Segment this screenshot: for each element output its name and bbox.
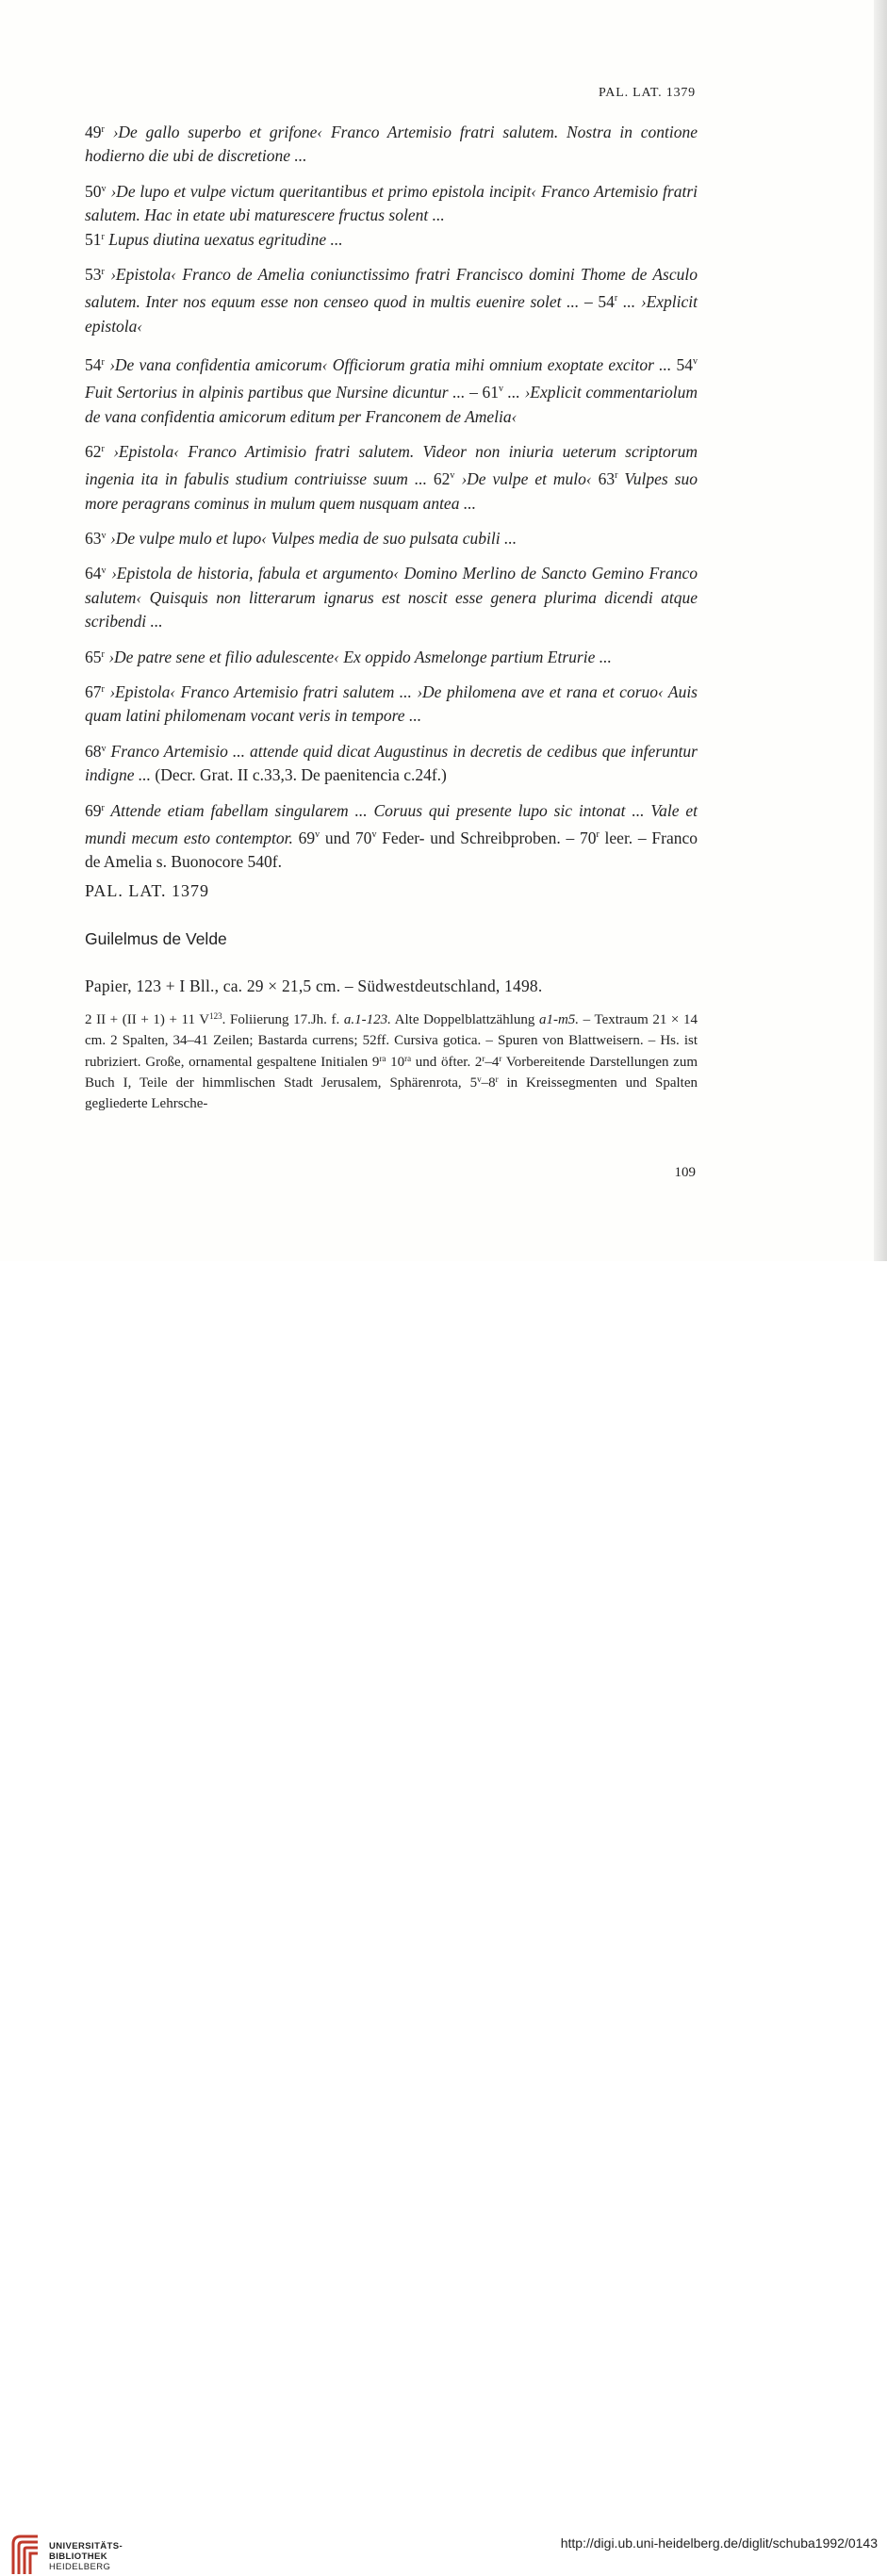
- incipit-text: ›De lupo et vulpe victum queritantibus et primo epistola incipit‹ Franco Artemisio fratri salutem. Hac in etate ubi maturescere fructus solent ...: [85, 181, 698, 225]
- catalog-entry: [85, 350, 698, 429]
- folio-side: v: [499, 384, 504, 395]
- library-name-line2: BIBLIOTHEK: [49, 2551, 108, 2562]
- folio-ref: [85, 265, 105, 284]
- catalog-entry: [85, 799, 698, 875]
- folio-ref: [85, 529, 107, 548]
- note-text: und 70: [320, 828, 372, 847]
- entry-line: [85, 440, 698, 516]
- description-segment: 2 II + (II + 1) + 11 V: [85, 1012, 210, 1027]
- incipit-text: ... ›Explicit epistola‹: [85, 292, 698, 336]
- folio-side: r: [101, 356, 105, 368]
- folio-side: v: [315, 829, 320, 841]
- note-text: (Decr. Grat. II c.33,3. De paenitencia c.24f.): [151, 765, 447, 785]
- incipit-text: ›Epistola de historia, fabula et argumento‹ Domino Merlino de Sancto Gemino Franco salutem‹ Quisquis non litterarum ignarus est noscit esse genera plurima dicendi atque scribendi ...: [85, 564, 698, 632]
- superscript: r: [482, 1053, 485, 1063]
- note-text: 63: [598, 469, 616, 489]
- folio-ref: [85, 123, 105, 141]
- folio-number: 65: [85, 647, 102, 666]
- incipit-text: Vulpes suo more peragrans cominus in mulum quem nusquam antea ...: [85, 469, 698, 513]
- description-segment: . Foliierung 17.Jh. f.: [222, 1012, 344, 1027]
- folio-side: v: [371, 829, 377, 841]
- incipit-text: Fuit Sertorius in alpinis partibus que Nursine dicuntur ... –: [85, 383, 483, 402]
- entry-line: [85, 740, 698, 788]
- university-library-logo-icon[interactable]: [9, 2531, 41, 2576]
- folio-ref: [85, 230, 105, 249]
- description-segment: –4: [485, 1054, 500, 1070]
- folio-ref: [85, 648, 105, 666]
- folio-side: r: [101, 231, 105, 242]
- superscript: 123: [209, 1011, 222, 1021]
- page-number: 109: [674, 1165, 696, 1180]
- entry-line: [85, 527, 698, 550]
- folio-ref: [85, 564, 107, 582]
- catalog-entry: [85, 527, 698, 550]
- entry-line: [85, 562, 698, 633]
- description-segment: a.1-123.: [343, 1012, 391, 1027]
- catalog-entry: [85, 681, 698, 729]
- folio-side: r: [614, 293, 618, 304]
- folio-ref: [85, 182, 107, 201]
- entry-line: [85, 681, 698, 729]
- folio-number: 51: [85, 229, 102, 249]
- folio-number: 49: [85, 123, 102, 141]
- entry-line: [85, 121, 698, 169]
- folio-number: 64: [85, 564, 102, 583]
- folio-side: r: [101, 267, 105, 278]
- superscript: r: [499, 1053, 502, 1063]
- superscript: v: [477, 1074, 482, 1084]
- running-head: PAL. LAT. 1379: [599, 86, 696, 100]
- entry-line: [85, 263, 698, 338]
- description-segment: –8: [481, 1075, 496, 1091]
- manuscript-meta: Papier, 123 + I Bll., ca. 29 × 21,5 cm. – Südwestdeutschland, 1498.: [85, 976, 543, 995]
- catalog-entry: [85, 121, 698, 169]
- catalog-entry: [85, 562, 698, 633]
- note-text: 61: [482, 383, 500, 402]
- folio-number: 67: [85, 682, 102, 702]
- description-segment: a1-m5.: [538, 1012, 580, 1027]
- catalog-entries: [85, 121, 698, 886]
- folio-side: r: [101, 443, 105, 454]
- library-name-line3: HEIDELBERG: [49, 2562, 111, 2572]
- page-edge-shadow: [874, 0, 887, 1261]
- catalog-entry: [85, 646, 698, 669]
- description-segment: in Kreissegmenten und Spalten gegliederte Lehrsche-: [85, 1075, 698, 1112]
- folio-number: 63: [85, 529, 102, 548]
- folio-side: v: [101, 183, 107, 194]
- note-text: leer. – Franco de Amelia s. Buonocore 540f.: [85, 828, 698, 872]
- description-segment: – Textraum 21 × 14 cm. 2 Spalten, 34–41 Zeilen; Bastarda currens; 52ff. Cursiva gotica. – Spuren von Blattweisern. – Hs. ist rubriziert. Große, ornamental gespaltene Initialen 9: [85, 1012, 698, 1070]
- superscript: r: [495, 1074, 499, 1084]
- description-segment: 10: [386, 1054, 405, 1070]
- catalog-entry: [85, 180, 698, 252]
- incipit-text: ... ›Explicit commentariolum de vana confidentia amicorum editum per Franconem de Amelia‹: [85, 383, 698, 426]
- note-text: 62: [433, 469, 451, 489]
- author-heading: Guilelmus de Velde: [85, 929, 227, 948]
- note-text: 54: [598, 292, 615, 312]
- incipit-text: ›De patre sene et filio adulescente‹ Ex oppido Asmelonge partium Etrurie ...: [104, 647, 612, 666]
- folio-ref: [85, 682, 105, 701]
- folio-side: r: [101, 124, 105, 135]
- catalog-entry: [85, 740, 698, 788]
- description-segment: Vorbereitende Darstellungen zum Buch I, Teile der himmlischen Stadt Jerusalem, Sphärenrota, 5: [85, 1054, 698, 1091]
- folio-side: v: [101, 743, 107, 754]
- folio-ref: [85, 801, 105, 820]
- folio-number: 50: [85, 181, 102, 201]
- description-segment: Alte Doppelblattzählung: [390, 1012, 539, 1027]
- folio-side: v: [101, 531, 107, 541]
- catalog-entry: [85, 263, 698, 338]
- manuscript-description: [85, 1009, 698, 1114]
- folio-side: v: [101, 566, 107, 577]
- incipit-text: Lupus diutina uexatus egritudine ...: [104, 229, 343, 249]
- folio-side: r: [101, 648, 105, 660]
- note-text: 54: [676, 354, 693, 374]
- superscript: ra: [379, 1053, 386, 1063]
- entry-line: [85, 799, 698, 875]
- entry-line: [85, 350, 698, 429]
- entry-line: [85, 180, 698, 228]
- incipit-text: ›Epistola‹ Franco Artimisio fratri salutem. Videor non iniuria ueterum scriptorum ingenia ita in fabulis studium contriuisse suum ...: [85, 441, 698, 489]
- folio-side: r: [101, 802, 105, 813]
- note-text: Feder- und Schreibproben. – 70: [376, 828, 597, 847]
- permalink-url[interactable]: http://digi.ub.uni-heidelberg.de/diglit/schuba1992/0143: [560, 2535, 878, 2551]
- folio-side: r: [596, 829, 600, 841]
- scanned-page: [0, 0, 887, 1261]
- folio-ref: [85, 442, 105, 461]
- incipit-text: ›Epistola‹ Franco Artemisio fratri salutem ... ›De philomena ave et rana et coruo‹ Auis quam latini philomenam vocant veris in tempore ...: [85, 682, 698, 726]
- folio-ref: [85, 742, 107, 761]
- folio-number: 53: [85, 265, 102, 285]
- entry-line: [85, 646, 698, 669]
- folio-number: 62: [85, 441, 102, 461]
- superscript: ra: [404, 1053, 412, 1063]
- folio-side: v: [450, 470, 455, 482]
- incipit-text: Attende etiam fabellam singularem ... Coruus qui presente lupo sic intonat ... Vale et mundi mecum esto contemptor.: [85, 800, 698, 847]
- folio-side: r: [101, 684, 105, 696]
- description-segment: und öfter. 2: [411, 1054, 483, 1070]
- incipit-text: ›De gallo superbo et grifone‹ Franco Artemisio fratri salutem. Nostra in contione hodierno die ubi de discretione ...: [85, 123, 698, 166]
- incipit-text: ›De vulpe et mulo‹: [454, 469, 599, 489]
- note-text: 69: [292, 828, 316, 847]
- incipit-text: Franco Artemisio ... attende quid dicat Augustinus in decretis de cedibus que inferuntur indigne ...: [85, 741, 698, 785]
- section-title: PAL. LAT. 1379: [85, 881, 210, 900]
- folio-number: 69: [85, 800, 102, 820]
- description-text: [85, 1009, 698, 1114]
- folio-side: r: [615, 470, 618, 482]
- incipit-text: ›De vana confidentia amicorum‹ Officiorum gratia mihi omnium exoptate excitor ...: [104, 354, 677, 374]
- folio-ref: [85, 355, 105, 374]
- folio-number: 68: [85, 741, 102, 761]
- incipit-text: ›De vulpe mulo et lupo‹ Vulpes media de suo pulsata cubili ...: [106, 529, 517, 548]
- entry-line: [85, 228, 698, 252]
- viewer-footer: [0, 1261, 887, 2572]
- library-name-line1: UNIVERSITÄTS-: [49, 2541, 123, 2551]
- catalog-entry: [85, 440, 698, 516]
- incipit-text: ›Epistola‹ Franco de Amelia coniunctissimo fratri Francisco domini Thome de Asculo salutem. Inter nos equum esse non censeo quod in multis euenire solet ... –: [85, 265, 698, 312]
- folio-side: v: [693, 356, 698, 368]
- folio-number: 54: [85, 354, 102, 374]
